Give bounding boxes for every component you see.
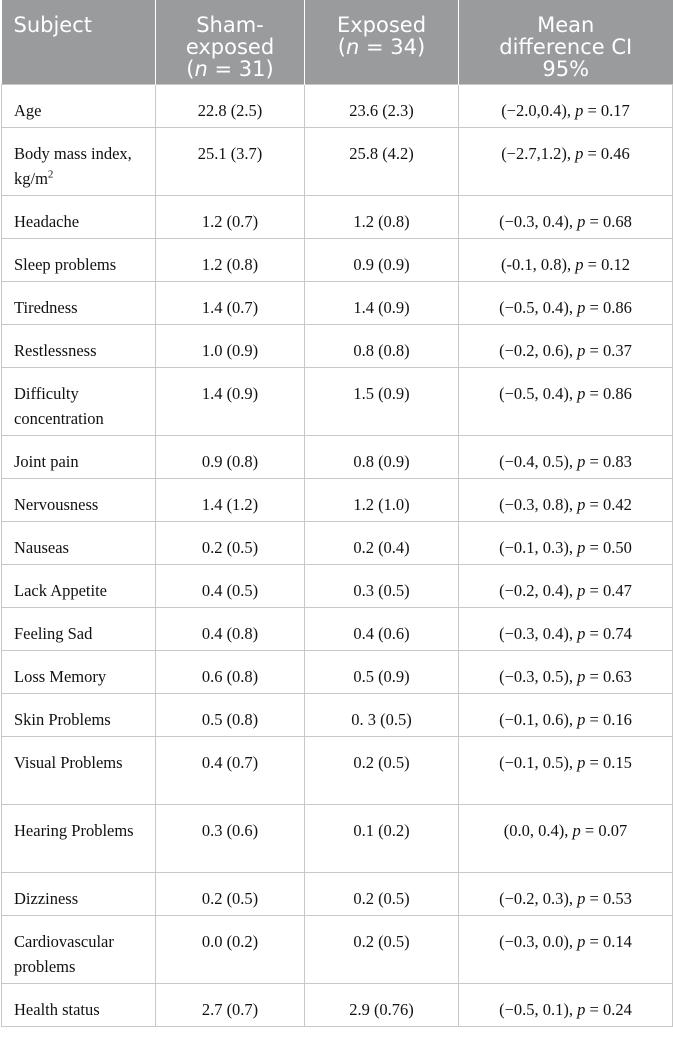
header-exposed: Exposed (n = 34)	[305, 0, 459, 84]
ci-range: (0.0, 0.4),	[503, 820, 573, 840]
table-row	[2, 435, 673, 478]
table-row	[2, 281, 673, 324]
cell-ci	[459, 324, 673, 367]
table-row	[2, 650, 673, 693]
cell-subject: Nauseas	[2, 521, 156, 564]
ci-range: (−0.3, 0.0),	[499, 931, 578, 951]
table-row	[2, 736, 673, 804]
ci-range: (−0.1, 0.3),	[499, 537, 578, 557]
header-subject	[2, 0, 156, 84]
ci-range: (−0.5, 0.1),	[499, 999, 578, 1019]
header-subject-label: Subject	[13, 13, 93, 37]
p-value: = 0.83	[585, 451, 632, 471]
p-value: = 0.47	[585, 580, 632, 600]
table-row	[2, 324, 673, 367]
p-value: = 0.86	[585, 383, 632, 403]
p-label: p	[577, 494, 586, 514]
cell-exposed: 0.8 (0.8)	[305, 324, 459, 367]
header-sham-n-value: = 31)	[207, 57, 274, 81]
cell-ci	[459, 804, 673, 872]
symptoms-table	[1, 0, 673, 1027]
cell-subject: Difficulty concentration	[2, 367, 156, 435]
p-label: p	[577, 666, 586, 686]
p-value: = 0.74	[585, 623, 632, 643]
p-label: p	[577, 931, 586, 951]
table-row	[2, 983, 673, 1026]
cell-sham: 2.7 (0.7)	[156, 983, 305, 1026]
cell-exposed: 0.3 (0.5)	[305, 564, 459, 607]
table-row	[2, 693, 673, 736]
p-value: = 0.24	[585, 999, 632, 1019]
cell-ci	[459, 607, 673, 650]
header-exposed-line1: Exposed	[336, 13, 427, 37]
cell-ci	[459, 983, 673, 1026]
cell-ci	[459, 915, 673, 983]
table-row	[2, 238, 673, 281]
cell-exposed: 0.5 (0.9)	[305, 650, 459, 693]
ci-range: (−2.0,0.4),	[501, 100, 576, 120]
cell-exposed: 0.2 (0.4)	[305, 521, 459, 564]
cell-subject: Hearing Problems	[2, 804, 156, 872]
ci-range: (−0.3, 0.5),	[499, 666, 578, 686]
cell-sham: 1.2 (0.8)	[156, 238, 305, 281]
cell-exposed: 2.9 (0.76)	[305, 983, 459, 1026]
ci-range: (−2.7,1.2),	[501, 143, 576, 163]
cell-ci	[459, 238, 673, 281]
cell-exposed: 0.2 (0.5)	[305, 915, 459, 983]
p-value: = 0.16	[585, 709, 632, 729]
table-row	[2, 84, 673, 127]
cell-sham: 0.4 (0.7)	[156, 736, 305, 804]
ci-range: (−0.5, 0.4),	[499, 297, 578, 317]
table-row	[2, 564, 673, 607]
p-label: p	[577, 211, 586, 231]
header-row	[2, 0, 673, 84]
cell-sham: 0.4 (0.8)	[156, 607, 305, 650]
cell-sham: 1.4 (0.7)	[156, 281, 305, 324]
header-sham-n: n	[194, 57, 208, 81]
p-label: p	[577, 580, 586, 600]
header-ci-line1: Mean	[537, 13, 595, 37]
header-sham-exposed: Sham- exposed (n = 31)	[156, 0, 305, 84]
superscript: 2	[47, 168, 54, 180]
cell-sham: 0.9 (0.8)	[156, 435, 305, 478]
cell-ci	[459, 650, 673, 693]
cell-sham: 1.4 (1.2)	[156, 478, 305, 521]
cell-subject: Health status	[2, 983, 156, 1026]
ci-range: (−0.3, 0.4),	[499, 623, 578, 643]
cell-sham: 22.8 (2.5)	[156, 84, 305, 127]
cell-sham: 1.4 (0.9)	[156, 367, 305, 435]
cell-exposed: 1.4 (0.9)	[305, 281, 459, 324]
p-value: = 0.07	[580, 820, 628, 840]
p-label: p	[577, 340, 586, 360]
table-row	[2, 127, 673, 195]
header-ci-line2: difference CI	[499, 35, 633, 59]
cell-exposed: 1.2 (1.0)	[305, 478, 459, 521]
table-row	[2, 915, 673, 983]
p-label: p	[572, 820, 581, 840]
cell-subject: Cardiovascular problems	[2, 915, 156, 983]
cell-exposed: 1.5 (0.9)	[305, 367, 459, 435]
p-label: p	[577, 709, 586, 729]
p-value: = 0.68	[585, 211, 632, 231]
cell-sham: 0.3 (0.6)	[156, 804, 305, 872]
table-row	[2, 478, 673, 521]
ci-range: (−0.2, 0.4),	[499, 580, 578, 600]
cell-ci	[459, 367, 673, 435]
cell-subject: Sleep problems	[2, 238, 156, 281]
ci-range: (-0.1, 0.8),	[501, 254, 576, 274]
header-exposed-n: n	[346, 35, 360, 59]
cell-subject: Tiredness	[2, 281, 156, 324]
p-value: = 0.14	[585, 931, 632, 951]
ci-range: (−0.2, 0.6),	[499, 340, 578, 360]
p-value: = 0.12	[583, 254, 630, 274]
cell-subject: Loss Memory	[2, 650, 156, 693]
header-exposed-n-value: = 34)	[359, 35, 426, 59]
ci-range: (−0.4, 0.5),	[499, 451, 578, 471]
cell-subject: Skin Problems	[2, 693, 156, 736]
cell-exposed: 0.2 (0.5)	[305, 872, 459, 915]
p-label: p	[575, 100, 584, 120]
cell-ci	[459, 281, 673, 324]
header-sham-line2: exposed	[185, 35, 275, 59]
cell-subject: Restlessness	[2, 324, 156, 367]
cell-ci	[459, 195, 673, 238]
p-label: p	[577, 999, 586, 1019]
cell-sham: 0.0 (0.2)	[156, 915, 305, 983]
cell-ci	[459, 435, 673, 478]
cell-sham: 0.6 (0.8)	[156, 650, 305, 693]
cell-ci	[459, 521, 673, 564]
cell-ci	[459, 693, 673, 736]
table-row	[2, 195, 673, 238]
header-ci-line3: 95%	[542, 57, 590, 81]
cell-subject: Headache	[2, 195, 156, 238]
cell-exposed: 0.9 (0.9)	[305, 238, 459, 281]
cell-sham: 0.4 (0.5)	[156, 564, 305, 607]
cell-ci	[459, 872, 673, 915]
cell-sham: 0.5 (0.8)	[156, 693, 305, 736]
cell-exposed: 0.8 (0.9)	[305, 435, 459, 478]
p-label: p	[577, 297, 586, 317]
p-value: = 0.53	[585, 888, 632, 908]
cell-ci	[459, 127, 673, 195]
header-sham-line1: Sham-	[196, 13, 264, 37]
cell-exposed: 1.2 (0.8)	[305, 195, 459, 238]
cell-subject: Lack Appetite	[2, 564, 156, 607]
p-value: = 0.86	[585, 297, 632, 317]
table-row	[2, 804, 673, 872]
ci-range: (−0.3, 0.4),	[499, 211, 578, 231]
ci-range: (−0.3, 0.8),	[499, 494, 578, 514]
cell-sham: 0.2 (0.5)	[156, 521, 305, 564]
p-label: p	[577, 752, 586, 772]
header-mean-difference-ci	[459, 0, 673, 84]
ci-range: (−0.5, 0.4),	[499, 383, 578, 403]
cell-sham: 1.2 (0.7)	[156, 195, 305, 238]
p-label: p	[575, 254, 584, 274]
p-value: = 0.37	[585, 340, 632, 360]
cell-subject: Feeling Sad	[2, 607, 156, 650]
cell-exposed: 0.1 (0.2)	[305, 804, 459, 872]
table-row	[2, 521, 673, 564]
cell-exposed: 23.6 (2.3)	[305, 84, 459, 127]
ci-range: (−0.1, 0.6),	[499, 709, 578, 729]
cell-subject	[2, 127, 156, 195]
table-row	[2, 872, 673, 915]
cell-exposed: 0. 3 (0.5)	[305, 693, 459, 736]
cell-sham: 0.2 (0.5)	[156, 872, 305, 915]
cell-ci	[459, 478, 673, 521]
p-value: = 0.15	[585, 752, 632, 772]
cell-subject: Dizziness	[2, 872, 156, 915]
table-row	[2, 607, 673, 650]
p-value: = 0.42	[585, 494, 632, 514]
cell-subject: Age	[2, 84, 156, 127]
cell-ci	[459, 84, 673, 127]
table-row	[2, 367, 673, 435]
cell-subject: Joint pain	[2, 435, 156, 478]
cell-exposed: 0.4 (0.6)	[305, 607, 459, 650]
cell-ci	[459, 564, 673, 607]
p-label: p	[575, 143, 584, 163]
cell-ci	[459, 736, 673, 804]
cell-sham: 25.1 (3.7)	[156, 127, 305, 195]
p-value: = 0.46	[583, 143, 630, 163]
cell-exposed: 25.8 (4.2)	[305, 127, 459, 195]
p-value: = 0.17	[583, 100, 630, 120]
subject-label: Body mass index, kg/m	[14, 143, 132, 188]
p-label: p	[577, 623, 586, 643]
p-value: = 0.63	[585, 666, 632, 686]
p-label: p	[577, 383, 586, 403]
p-label: p	[577, 537, 586, 557]
cell-exposed: 0.2 (0.5)	[305, 736, 459, 804]
cell-sham: 1.0 (0.9)	[156, 324, 305, 367]
p-label: p	[577, 451, 586, 471]
cell-subject: Visual Problems	[2, 736, 156, 804]
ci-range: (−0.1, 0.5),	[499, 752, 578, 772]
ci-range: (−0.2, 0.3),	[499, 888, 578, 908]
p-value: = 0.50	[585, 537, 632, 557]
p-label: p	[577, 888, 586, 908]
cell-subject: Nervousness	[2, 478, 156, 521]
